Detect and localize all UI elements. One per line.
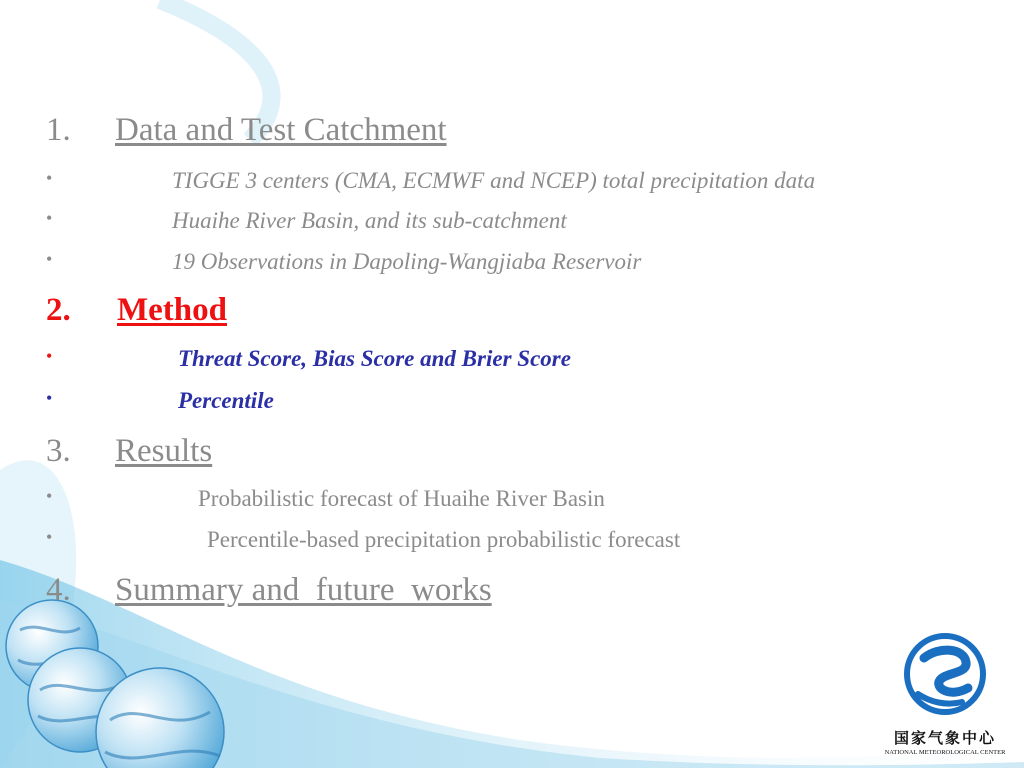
section-number: 1.	[46, 112, 71, 148]
bullet-marker: •	[46, 208, 53, 228]
logo-name-en: NATIONAL METEOROLOGICAL CENTER	[884, 749, 1006, 756]
bullet-marker: •	[46, 486, 53, 506]
section-number: 3.	[46, 433, 71, 469]
logo-name-cn: 国家气象中心	[893, 729, 996, 747]
section-number: 4.	[46, 572, 71, 608]
bullet-text: Percentile	[178, 388, 274, 413]
section-title-link[interactable]: Summary and future works	[115, 572, 492, 608]
section-title-link[interactable]: Results	[115, 433, 213, 469]
bullet-marker: •	[46, 168, 53, 188]
bullet-marker: •	[46, 388, 53, 408]
bullet-text: Percentile-based precipitation probabilistic forecast	[207, 527, 681, 552]
bullet-marker: •	[46, 249, 53, 269]
bullet-text: Huaihe River Basin, and its sub-catchment	[172, 208, 567, 233]
bullet-text: TIGGE 3 centers (CMA, ECMWF and NCEP) total precipitation data	[172, 168, 816, 193]
cma-logo-icon	[884, 628, 1006, 720]
section-number: 2.	[46, 292, 71, 328]
cma-logo	[884, 628, 1006, 758]
section-title-link[interactable]: Method	[117, 292, 227, 328]
bullet-text: Threat Score, Bias Score and Brier Score	[178, 346, 571, 371]
bullet-marker: •	[46, 527, 53, 547]
bullet-marker: •	[46, 346, 53, 366]
bullet-text: Probabilistic forecast of Huaihe River Basin	[198, 486, 605, 511]
section-title-link[interactable]: Data and Test Catchment	[115, 112, 447, 148]
bullet-text: 19 Observations in Dapoling-Wangjiaba Reservoir	[172, 249, 642, 274]
